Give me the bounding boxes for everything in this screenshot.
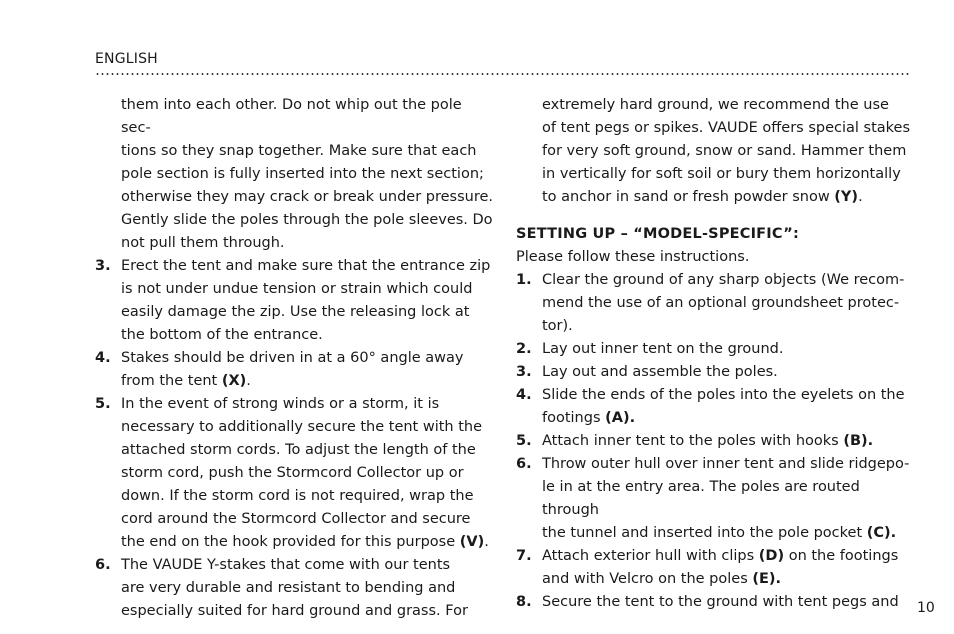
figure-reference: (A). (605, 410, 636, 426)
item-text: The VAUDE Y-stakes that come with our tents are very durable and resistant to bending and especially suited for hard ground and grass. For (121, 557, 468, 619)
item-text: Stakes should be driven in at a 60° angle away from the tent (X). (121, 350, 464, 389)
language-header: ENGLISH (95, 51, 158, 67)
item-text: Clear the ground of any sharp objects (We recom- mend the use of an optional groundsheet protec- tor). (542, 272, 905, 334)
figure-reference: (B). (843, 433, 874, 449)
figure-reference: (Y) (834, 189, 859, 205)
item-number: 1. (516, 272, 532, 288)
section-heading: SETTING UP – “MODEL-SPECIFIC”: (516, 226, 799, 242)
item-number: 4. (95, 350, 111, 366)
list-item (516, 338, 916, 361)
item-number: 8. (516, 594, 532, 610)
item-number: 6. (95, 557, 111, 573)
list-item (95, 255, 495, 347)
item-text: Throw outer hull over inner tent and slide ridgepo- le in at the entry area. The poles are routed through the tunnel and inserted into the pole pocket (C). (542, 456, 910, 541)
item-text: Lay out inner tent on the ground. (542, 341, 784, 357)
figure-reference: (E). (752, 571, 782, 587)
page-number: 10 (917, 600, 935, 616)
item-text: Attach inner tent to the poles with hooks (B). (542, 433, 874, 449)
list-item (516, 430, 916, 453)
item-text: Erect the tent and make sure that the entrance zip is not under undue tension or strain which could easily damage the zip. Use the releasing lock at the bottom of the entrance. (121, 258, 491, 343)
item-number: 3. (516, 364, 532, 380)
list-item (95, 393, 495, 554)
continuation-paragraph: extremely hard ground, we recommend the use of tent pegs or spikes. VAUDE offers special stakes for very soft ground, snow or sand. Hammer them in vertically for soft soil or bury them horizontally to anchor in sand or fresh powder snow (Y). (542, 97, 911, 205)
item-number: 6. (516, 456, 532, 472)
list-item (516, 545, 916, 591)
list-item (95, 554, 495, 623)
item-text: Secure the tent to the ground with tent pegs and (542, 594, 899, 610)
item-number: 3. (95, 258, 111, 274)
item-number: 5. (95, 396, 111, 412)
list-item (516, 269, 916, 338)
list-item (516, 361, 916, 384)
item-text: Lay out and assemble the poles. (542, 364, 778, 380)
list-item (95, 347, 495, 393)
figure-reference: (X) (221, 373, 247, 389)
figure-reference: (V) (459, 534, 485, 550)
dotted-divider (95, 73, 910, 75)
item-text: In the event of strong winds or a storm, it is necessary to additionally secure the tent with the attached storm cords. To adjust the length of the storm cord, push the Stormcord Collector up or down. If the storm cord is not required, wrap the cord around the Stormcord Collector and secure the end on the hook provided for this purpose (V). (121, 396, 489, 550)
item-number: 4. (516, 387, 532, 403)
list-item (516, 591, 916, 614)
item-text: Attach exterior hull with clips (D) on the footings and with Velcro on the poles (E). (542, 548, 899, 587)
item-number: 5. (516, 433, 532, 449)
list-item (516, 453, 916, 545)
item-number: 7. (516, 548, 532, 564)
right-column (516, 94, 916, 614)
item-text: Slide the ends of the poles into the eyelets on the footings (A). (542, 387, 905, 426)
figure-reference: (D) (758, 548, 785, 564)
left-column (95, 94, 495, 623)
continuation-paragraph: them into each other. Do not whip out the pole sec- tions so they snap together. Make sure that each pole section is fully inserted into the next section; otherwise they may crack or break under pressure. Gently slide the poles through the pole sleeves. Do not pull them through. (121, 97, 494, 251)
list-item (516, 384, 916, 430)
item-number: 2. (516, 341, 532, 357)
figure-reference: (C). (866, 525, 897, 541)
intro-text: Please follow these instructions. (516, 249, 750, 265)
